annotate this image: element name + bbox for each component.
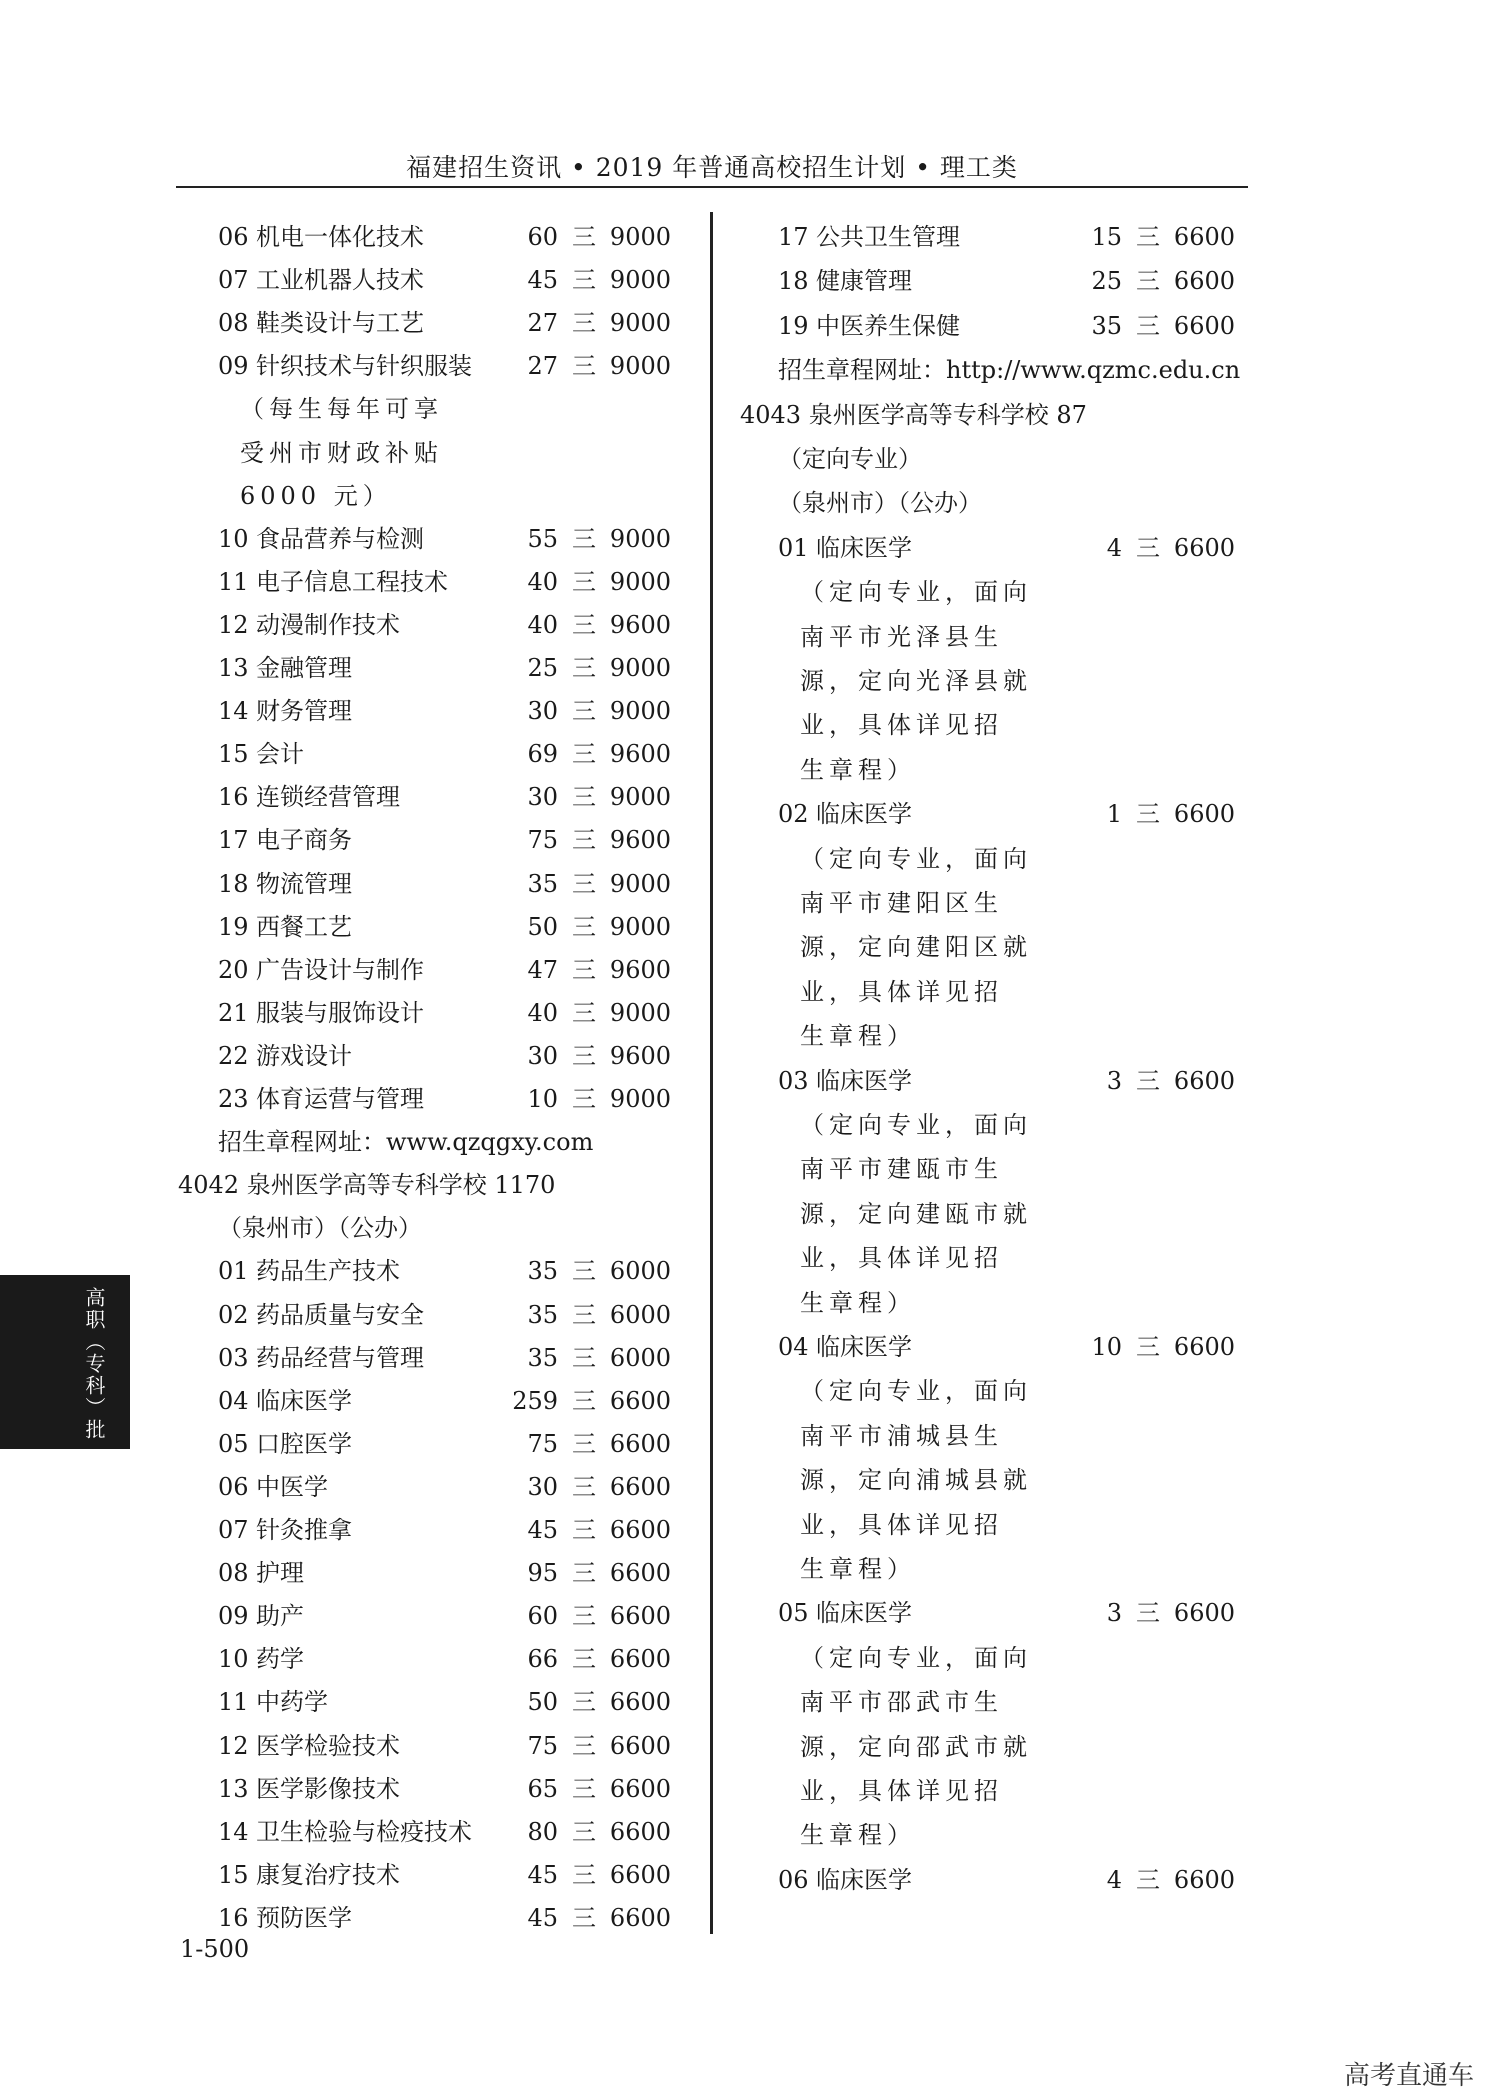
major-code: 04 bbox=[778, 1333, 809, 1361]
major-code: 19 bbox=[218, 912, 249, 941]
major-code: 06 bbox=[218, 223, 249, 251]
major-years: 三 bbox=[1136, 223, 1160, 251]
major-years: 三 bbox=[572, 869, 596, 898]
major-note: 业，具体详见招 bbox=[800, 1244, 1003, 1273]
major-code: 17 bbox=[218, 826, 249, 855]
major-fee: 6600 bbox=[1173, 223, 1235, 251]
major-years: 三 bbox=[572, 654, 596, 682]
side-tab bbox=[0, 1275, 130, 1449]
major-fee: 9600 bbox=[609, 610, 671, 639]
major-code: 13 bbox=[218, 654, 249, 682]
major-note: （每生每年可享 bbox=[240, 395, 443, 424]
major-note: 南平市光泽县生 bbox=[800, 622, 1003, 651]
major-note: 源，定向建阳区就 bbox=[800, 933, 1032, 962]
major-years: 三 bbox=[572, 1688, 596, 1717]
major-years: 三 bbox=[572, 1774, 596, 1803]
major-quota: 75 bbox=[527, 1731, 558, 1760]
major-row bbox=[0, 345, 1504, 388]
major-fee: 6600 bbox=[1173, 1333, 1235, 1361]
major-years: 三 bbox=[572, 610, 596, 639]
major-name: 电子信息工程技术 bbox=[256, 567, 448, 596]
major-name: 中医养生保健 bbox=[816, 311, 960, 340]
major-code: 23 bbox=[218, 1085, 249, 1113]
major-code: 07 bbox=[218, 1516, 249, 1544]
major-fee: 9600 bbox=[609, 1041, 671, 1070]
major-note: 业，具体详见招 bbox=[800, 977, 1003, 1006]
major-note: 生章程） bbox=[800, 1288, 916, 1317]
major-quota: 259 bbox=[512, 1386, 558, 1415]
major-quota: 35 bbox=[527, 1300, 558, 1329]
info-line: 招生章程网址：http://www.qzmc.edu.cn bbox=[778, 356, 1241, 385]
major-years: 三 bbox=[572, 567, 596, 596]
major-row bbox=[0, 1466, 1504, 1509]
major-years: 三 bbox=[572, 1085, 596, 1113]
major-name: 医学检验技术 bbox=[256, 1731, 400, 1760]
major-name: 药品经营与管理 bbox=[256, 1343, 424, 1372]
major-code: 06 bbox=[218, 1472, 249, 1501]
major-fee: 6600 bbox=[609, 1903, 671, 1932]
major-note: 业，具体详见招 bbox=[800, 711, 1003, 740]
major-years: 三 bbox=[572, 826, 596, 855]
major-years: 三 bbox=[572, 1602, 596, 1631]
major-note: 南平市建阳区生 bbox=[800, 889, 1003, 917]
major-code: 05 bbox=[218, 1429, 249, 1458]
major-name: 会计 bbox=[256, 740, 304, 769]
major-note: 南平市邵武市生 bbox=[800, 1688, 1003, 1717]
major-row bbox=[0, 1552, 1504, 1595]
major-code: 14 bbox=[218, 697, 249, 726]
major-row bbox=[0, 305, 1504, 348]
major-note: 生章程） bbox=[800, 1022, 916, 1051]
major-name: 工业机器人技术 bbox=[256, 266, 424, 295]
major-row bbox=[0, 216, 1504, 259]
major-fee: 6600 bbox=[1173, 800, 1235, 829]
major-fee: 6600 bbox=[1173, 1599, 1235, 1628]
major-row bbox=[0, 1592, 1504, 1635]
major-row bbox=[0, 949, 1504, 992]
major-fee: 6600 bbox=[609, 1386, 671, 1415]
major-row bbox=[0, 604, 1504, 647]
running-header: 福建招生资讯 • 2019 年普通高校招生计划 • 理工类 bbox=[406, 153, 1018, 182]
major-name: 服装与服饰设计 bbox=[256, 998, 424, 1027]
major-note: 6000 元） bbox=[240, 481, 392, 510]
major-name: 临床医学 bbox=[816, 533, 912, 562]
major-note: 业，具体详见招 bbox=[800, 1510, 1003, 1539]
major-name: 预防医学 bbox=[256, 1903, 352, 1932]
major-years: 三 bbox=[1136, 267, 1160, 296]
major-code: 05 bbox=[778, 1599, 809, 1628]
major-name: 临床医学 bbox=[816, 1333, 912, 1361]
major-quota: 45 bbox=[527, 1903, 558, 1932]
major-years: 三 bbox=[1136, 1333, 1160, 1361]
major-years: 三 bbox=[572, 1041, 596, 1070]
major-quota: 50 bbox=[527, 1688, 558, 1717]
major-quota: 69 bbox=[527, 740, 558, 769]
major-row bbox=[0, 793, 1504, 836]
major-fee: 6000 bbox=[609, 1300, 671, 1329]
major-quota: 25 bbox=[527, 654, 558, 682]
major-years: 三 bbox=[572, 1472, 596, 1501]
major-fee: 9000 bbox=[609, 309, 671, 338]
major-quota: 65 bbox=[527, 1774, 558, 1803]
major-quota: 4 bbox=[1106, 533, 1122, 562]
major-note: 南平市建瓯市生 bbox=[800, 1155, 1003, 1184]
major-row bbox=[0, 1060, 1504, 1103]
major-fee: 6600 bbox=[1173, 267, 1235, 296]
major-row bbox=[0, 647, 1504, 690]
major-fee: 6600 bbox=[609, 1817, 671, 1846]
major-name: 游戏设计 bbox=[256, 1041, 352, 1070]
major-years: 三 bbox=[572, 998, 596, 1027]
major-name: 助产 bbox=[256, 1602, 304, 1631]
major-name: 针织技术与针织服装 bbox=[256, 352, 472, 381]
major-code: 11 bbox=[218, 1688, 249, 1717]
major-fee: 6600 bbox=[609, 1472, 671, 1501]
major-name: 电子商务 bbox=[256, 826, 352, 855]
major-quota: 75 bbox=[527, 1429, 558, 1458]
major-code: 03 bbox=[218, 1343, 249, 1372]
info-line: 招生章程网址：www.qzqgxy.com bbox=[218, 1128, 594, 1157]
major-fee: 6600 bbox=[1173, 1865, 1235, 1894]
major-quota: 4 bbox=[1106, 1865, 1122, 1894]
major-name: 针灸推拿 bbox=[256, 1516, 352, 1544]
major-code: 04 bbox=[218, 1386, 249, 1415]
info-line: （定向专业） bbox=[778, 445, 922, 473]
major-quota: 27 bbox=[527, 309, 558, 338]
major-name: 体育运营与管理 bbox=[256, 1085, 424, 1113]
major-name: 药品生产技术 bbox=[256, 1257, 400, 1286]
major-name: 鞋类设计与工艺 bbox=[256, 309, 424, 338]
major-fee: 9000 bbox=[609, 912, 671, 941]
major-fee: 6600 bbox=[609, 1645, 671, 1674]
major-name: 广告设计与制作 bbox=[256, 955, 424, 984]
major-quota: 40 bbox=[527, 567, 558, 596]
major-fee: 9000 bbox=[609, 998, 671, 1027]
major-name: 药学 bbox=[256, 1645, 304, 1674]
major-fee: 6600 bbox=[1173, 533, 1235, 562]
major-code: 02 bbox=[778, 800, 809, 829]
major-code: 09 bbox=[218, 1602, 249, 1631]
major-name: 财务管理 bbox=[256, 697, 352, 726]
major-fee: 6600 bbox=[609, 1516, 671, 1544]
major-years: 三 bbox=[572, 912, 596, 941]
major-years: 三 bbox=[572, 1731, 596, 1760]
major-years: 三 bbox=[1136, 800, 1160, 829]
major-note: 生章程） bbox=[800, 1821, 916, 1850]
major-code: 07 bbox=[218, 266, 249, 295]
watermark: 高考直通车 bbox=[1343, 2061, 1474, 2091]
major-fee: 9000 bbox=[609, 567, 671, 596]
major-quota: 50 bbox=[527, 912, 558, 941]
major-fee: 9600 bbox=[609, 826, 671, 855]
major-note: 受州市财政补贴 bbox=[240, 438, 443, 467]
major-quota: 75 bbox=[527, 826, 558, 855]
major-row bbox=[0, 690, 1504, 733]
major-years: 三 bbox=[572, 783, 596, 812]
major-years: 三 bbox=[572, 1645, 596, 1674]
major-note: 生章程） bbox=[800, 755, 916, 784]
major-fee: 9000 bbox=[609, 266, 671, 295]
major-quota: 60 bbox=[527, 223, 558, 251]
major-years: 三 bbox=[572, 697, 596, 726]
major-quota: 10 bbox=[1091, 1333, 1122, 1361]
major-quota: 15 bbox=[1091, 223, 1122, 251]
major-code: 12 bbox=[218, 1731, 249, 1760]
major-years: 三 bbox=[572, 266, 596, 295]
school-heading: 4043 泉州医学高等专科学校 87 bbox=[740, 400, 1087, 429]
major-row bbox=[0, 527, 1504, 570]
major-years: 三 bbox=[572, 352, 596, 381]
major-years: 三 bbox=[572, 955, 596, 984]
major-code: 22 bbox=[218, 1041, 249, 1070]
major-years: 三 bbox=[572, 1343, 596, 1372]
major-note: 源，定向邵武市就 bbox=[800, 1732, 1032, 1761]
info-line: （泉州市）（公办） bbox=[218, 1214, 422, 1243]
major-fee: 6600 bbox=[609, 1559, 671, 1588]
major-years: 三 bbox=[572, 740, 596, 769]
major-code: 08 bbox=[218, 309, 249, 338]
major-code: 15 bbox=[218, 740, 249, 769]
major-fee: 6000 bbox=[609, 1257, 671, 1286]
major-note: 源，定向建瓯市就 bbox=[800, 1199, 1032, 1228]
major-note: 南平市浦城县生 bbox=[800, 1421, 1003, 1450]
major-fee: 9000 bbox=[609, 654, 671, 682]
major-name: 机电一体化技术 bbox=[256, 223, 424, 251]
major-quota: 55 bbox=[527, 524, 558, 553]
side-tab-label: 高职（专科）批 bbox=[82, 1287, 106, 1441]
major-note: 源，定向浦城县就 bbox=[800, 1466, 1032, 1495]
major-quota: 27 bbox=[527, 352, 558, 381]
page-number: 1-500 bbox=[180, 1935, 250, 1963]
major-fee: 6600 bbox=[609, 1860, 671, 1889]
school-heading: 4042 泉州医学高等专科学校 1170 bbox=[178, 1171, 556, 1200]
major-name: 临床医学 bbox=[816, 800, 912, 829]
major-code: 08 bbox=[218, 1559, 249, 1588]
major-code: 17 bbox=[778, 223, 809, 251]
major-code: 09 bbox=[218, 352, 249, 381]
major-quota: 30 bbox=[527, 1041, 558, 1070]
major-row bbox=[0, 863, 1504, 906]
major-years: 三 bbox=[572, 1860, 596, 1889]
major-note: 生章程） bbox=[800, 1555, 916, 1583]
major-quota: 47 bbox=[527, 955, 558, 984]
major-quota: 66 bbox=[527, 1645, 558, 1674]
major-years: 三 bbox=[1136, 1066, 1160, 1095]
major-note: （定向专业，面向 bbox=[800, 578, 1032, 607]
major-fee: 9600 bbox=[609, 955, 671, 984]
major-code: 02 bbox=[218, 1300, 249, 1329]
major-name: 口腔医学 bbox=[256, 1429, 352, 1458]
major-years: 三 bbox=[572, 223, 596, 251]
major-quota: 45 bbox=[527, 266, 558, 295]
major-note: （定向专业，面向 bbox=[800, 844, 1032, 873]
major-note: 源，定向光泽县就 bbox=[800, 667, 1032, 695]
major-row bbox=[0, 992, 1504, 1035]
major-code: 16 bbox=[218, 1903, 249, 1932]
major-fee: 9000 bbox=[609, 697, 671, 726]
major-fee: 9600 bbox=[609, 740, 671, 769]
major-quota: 45 bbox=[527, 1860, 558, 1889]
major-name: 临床医学 bbox=[256, 1386, 352, 1415]
major-code: 16 bbox=[218, 783, 249, 812]
major-note: （定向专业，面向 bbox=[800, 1377, 1032, 1406]
major-fee: 9000 bbox=[609, 783, 671, 812]
major-years: 三 bbox=[572, 309, 596, 338]
major-quota: 30 bbox=[527, 1472, 558, 1501]
major-name: 医学影像技术 bbox=[256, 1774, 400, 1803]
major-name: 食品营养与检测 bbox=[256, 524, 424, 553]
major-name: 健康管理 bbox=[816, 267, 912, 296]
major-row bbox=[0, 1380, 1504, 1423]
major-row bbox=[0, 1423, 1504, 1466]
major-row bbox=[0, 260, 1504, 303]
major-row bbox=[0, 1638, 1504, 1681]
major-years: 三 bbox=[572, 524, 596, 553]
major-name: 物流管理 bbox=[256, 869, 352, 898]
major-years: 三 bbox=[572, 1817, 596, 1846]
major-quota: 1 bbox=[1106, 800, 1122, 829]
major-quota: 95 bbox=[527, 1559, 558, 1588]
major-name: 药品质量与安全 bbox=[256, 1300, 424, 1329]
major-code: 18 bbox=[778, 267, 809, 296]
major-fee: 6600 bbox=[609, 1602, 671, 1631]
major-name: 中医学 bbox=[256, 1472, 328, 1501]
major-fee: 6600 bbox=[609, 1429, 671, 1458]
major-fee: 6600 bbox=[609, 1731, 671, 1760]
major-fee: 6600 bbox=[609, 1774, 671, 1803]
major-years: 三 bbox=[1136, 533, 1160, 562]
major-fee: 9000 bbox=[609, 223, 671, 251]
major-note: 业，具体详见招 bbox=[800, 1777, 1003, 1805]
major-row bbox=[0, 1725, 1504, 1768]
major-quota: 40 bbox=[527, 998, 558, 1027]
major-name: 护理 bbox=[256, 1559, 304, 1588]
major-fee: 9000 bbox=[609, 1085, 671, 1113]
major-years: 三 bbox=[572, 1300, 596, 1329]
major-quota: 35 bbox=[527, 869, 558, 898]
major-row bbox=[0, 733, 1504, 776]
major-quota: 40 bbox=[527, 610, 558, 639]
major-quota: 45 bbox=[527, 1516, 558, 1544]
major-years: 三 bbox=[1136, 1599, 1160, 1628]
major-row bbox=[0, 1768, 1504, 1811]
major-quota: 3 bbox=[1106, 1599, 1122, 1628]
major-code: 15 bbox=[218, 1860, 249, 1889]
major-code: 06 bbox=[778, 1865, 809, 1894]
major-row bbox=[0, 1250, 1504, 1293]
major-name: 金融管理 bbox=[256, 654, 352, 682]
major-quota: 30 bbox=[527, 697, 558, 726]
major-fee: 9000 bbox=[609, 524, 671, 553]
major-fee: 9000 bbox=[609, 352, 671, 381]
major-quota: 60 bbox=[527, 1602, 558, 1631]
major-fee: 6000 bbox=[609, 1343, 671, 1372]
major-code: 01 bbox=[218, 1257, 249, 1286]
major-years: 三 bbox=[572, 1386, 596, 1415]
major-code: 19 bbox=[778, 311, 809, 340]
major-row bbox=[0, 1897, 1504, 1940]
major-code: 10 bbox=[218, 524, 249, 553]
major-name: 动漫制作技术 bbox=[256, 610, 400, 639]
major-note: （定向专业，面向 bbox=[800, 1111, 1032, 1139]
major-quota: 35 bbox=[527, 1343, 558, 1372]
major-row bbox=[0, 1859, 1504, 1902]
major-name: 临床医学 bbox=[816, 1066, 912, 1095]
header-rule bbox=[176, 186, 1248, 188]
major-years: 三 bbox=[572, 1429, 596, 1458]
major-fee: 6600 bbox=[1173, 1066, 1235, 1095]
major-code: 14 bbox=[218, 1817, 249, 1846]
major-code: 01 bbox=[778, 533, 809, 562]
major-row bbox=[0, 1509, 1504, 1552]
major-years: 三 bbox=[1136, 1865, 1160, 1894]
major-quota: 3 bbox=[1106, 1066, 1122, 1095]
major-fee: 6600 bbox=[1173, 311, 1235, 340]
major-years: 三 bbox=[572, 1257, 596, 1286]
major-row bbox=[0, 1681, 1504, 1724]
major-name: 临床医学 bbox=[816, 1599, 912, 1628]
major-name: 连锁经营管理 bbox=[256, 783, 400, 812]
major-fee: 9000 bbox=[609, 869, 671, 898]
major-code: 11 bbox=[218, 567, 249, 596]
major-quota: 10 bbox=[527, 1085, 558, 1113]
major-row bbox=[0, 906, 1504, 949]
info-line: （泉州市）（公办） bbox=[778, 489, 982, 518]
major-fee: 6600 bbox=[609, 1688, 671, 1717]
major-quota: 30 bbox=[527, 783, 558, 812]
major-years: 三 bbox=[572, 1903, 596, 1932]
major-code: 10 bbox=[218, 1645, 249, 1674]
major-quota: 80 bbox=[527, 1817, 558, 1846]
major-years: 三 bbox=[572, 1559, 596, 1588]
major-years: 三 bbox=[572, 1516, 596, 1544]
major-code: 13 bbox=[218, 1774, 249, 1803]
major-quota: 35 bbox=[1091, 311, 1122, 340]
major-code: 12 bbox=[218, 610, 249, 639]
major-code: 18 bbox=[218, 869, 249, 898]
major-years: 三 bbox=[1136, 311, 1160, 340]
major-name: 西餐工艺 bbox=[256, 912, 352, 941]
major-code: 03 bbox=[778, 1066, 809, 1095]
major-name: 卫生检验与检疫技术 bbox=[256, 1817, 472, 1846]
major-name: 公共卫生管理 bbox=[816, 223, 960, 251]
major-note: （定向专业，面向 bbox=[800, 1643, 1032, 1672]
major-code: 21 bbox=[218, 998, 249, 1027]
major-name: 康复治疗技术 bbox=[256, 1860, 400, 1889]
major-quota: 35 bbox=[527, 1257, 558, 1286]
major-quota: 25 bbox=[1091, 267, 1122, 296]
major-row bbox=[0, 1326, 1504, 1369]
major-name: 临床医学 bbox=[816, 1865, 912, 1894]
major-row bbox=[0, 1811, 1504, 1854]
major-name: 中药学 bbox=[256, 1688, 328, 1717]
major-code: 20 bbox=[218, 955, 249, 984]
